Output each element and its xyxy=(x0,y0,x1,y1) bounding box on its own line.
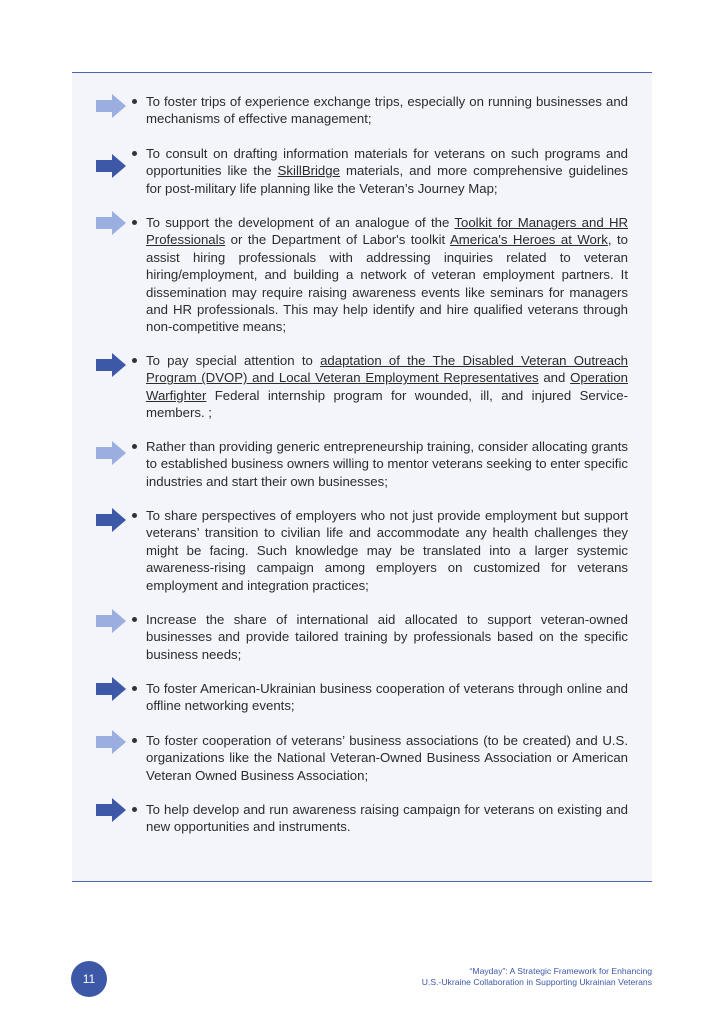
bullet-dot xyxy=(132,738,137,743)
recommendations-panel xyxy=(72,72,652,882)
text-link[interactable]: adaptation of the The Disabled Veteran Outreach Program (DVOP) and Local Veteran Employment Representatives xyxy=(146,353,628,386)
text-link[interactable]: America's Heroes at Work xyxy=(449,232,608,248)
right-arrow-icon xyxy=(96,508,126,532)
item-text xyxy=(146,438,628,490)
text-run: , to assist hiring professionals with addressing inquiries related to veteran hiring/employment, and building a network of veteran employment partners. It dissemination may require raising awareness events like seminars for managers and HR professionals. This may help identify and hire qualified veterans through non-competitive means; xyxy=(146,232,629,335)
text-run: and xyxy=(538,370,571,386)
item-text xyxy=(146,801,628,836)
text-run: To foster cooperation of veterans’ business associations (to be created) and U.S. organizations like the National Veteran-Owned Business Association or American Veteran Owned Business Association; xyxy=(146,733,628,783)
text-run: To pay special attention to xyxy=(146,353,321,368)
right-arrow-icon xyxy=(96,798,126,822)
text-run: To consult on drafting information materials for veterans on such programs and opportunities like the xyxy=(146,146,628,179)
footer-line-2: U.S.-Ukraine Collaboration in Supporting Ukrainian Veterans xyxy=(421,977,652,987)
right-arrow-icon xyxy=(96,609,126,633)
bullet-dot xyxy=(132,220,137,225)
bullet-dot xyxy=(132,807,137,812)
footer-title xyxy=(422,966,652,988)
bullet-dot xyxy=(132,99,137,104)
right-arrow-icon xyxy=(96,94,126,118)
arrow-shape xyxy=(96,94,126,118)
item-text xyxy=(146,145,628,197)
arrow-shape xyxy=(96,730,126,754)
bullet-dot xyxy=(132,151,137,156)
text-run: To help develop and run awareness raising campaign for veterans on existing and new opportunities and instruments. xyxy=(146,802,628,835)
item-text xyxy=(146,352,628,422)
arrow-shape xyxy=(96,677,126,701)
right-arrow-icon xyxy=(96,441,126,465)
right-arrow-icon xyxy=(96,677,126,701)
text-run: or the Department of Labor's toolkit xyxy=(225,232,450,248)
text-run: Rather than providing generic entrepreneurship training, consider allocating grants to established business owners willing to mentor veterans seeking to enter specific industries and start their own businesses; xyxy=(146,439,628,489)
text-run: To foster American-Ukrainian business cooperation of veterans through online and offline networking events; xyxy=(146,681,628,714)
bullet-dot xyxy=(132,358,137,363)
item-text xyxy=(146,93,628,128)
text-link[interactable]: Operation Warfighter xyxy=(146,370,628,403)
item-text xyxy=(146,732,628,784)
text-run: Increase the share of international aid allocated to support veteran-owned businesses and provide tailored training by professionals based on the specific business needs; xyxy=(146,612,628,662)
bullet-dot xyxy=(132,444,137,449)
right-arrow-icon xyxy=(96,730,126,754)
bullet-dot xyxy=(132,617,137,622)
arrow-shape xyxy=(96,508,126,532)
arrow-shape xyxy=(96,609,126,633)
bullet-dot xyxy=(132,513,137,518)
arrow-shape xyxy=(96,353,126,377)
arrow-shape xyxy=(96,798,126,822)
text-run: materials, and more comprehensive guidelines for post-military life planning like the Veteran’s Journey Map; xyxy=(146,163,628,196)
right-arrow-icon xyxy=(96,154,126,178)
arrow-shape xyxy=(96,154,126,178)
bullet-dot xyxy=(132,686,137,691)
item-text xyxy=(146,680,628,715)
item-text xyxy=(146,507,628,594)
text-run: To share perspectives of employers who not just provide employment but support veterans’ transition to civilian life and accommodate any health challenges they might be facing. Such knowledge may be translated into a larger systemic awareness-rising campaign among employers on customized for veterans employment and integration practices; xyxy=(146,508,628,593)
text-link[interactable]: Toolkit for Managers and HR Professionals xyxy=(146,215,629,248)
item-text xyxy=(146,611,628,663)
text-link[interactable]: SkillBridge xyxy=(277,163,340,179)
text-run: Federal internship program for wounded, ill, and injured Service-members. ; xyxy=(146,387,628,421)
text-run: To support the development of an analogue of the xyxy=(146,215,455,230)
page-number: 11 xyxy=(71,961,107,997)
text-run: To foster trips of experience exchange trips, especially on running businesses and mechanisms of effective management; xyxy=(146,94,628,127)
arrow-shape xyxy=(96,441,126,465)
right-arrow-icon xyxy=(96,211,126,235)
right-arrow-icon xyxy=(96,353,126,377)
arrow-shape xyxy=(96,211,126,235)
footer-line-1: “Mayday”: A Strategic Framework for Enhancing xyxy=(469,966,652,976)
item-text xyxy=(146,214,628,336)
